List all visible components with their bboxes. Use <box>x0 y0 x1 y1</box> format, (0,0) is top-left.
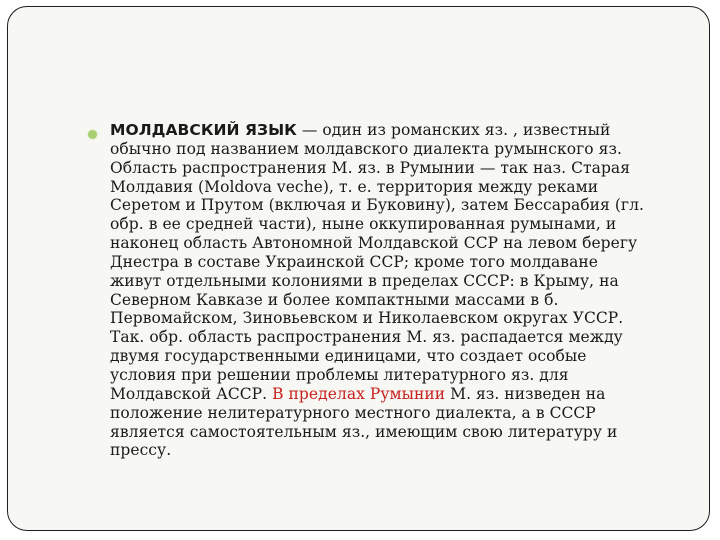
text-line <box>110 385 706 404</box>
text-line: живут отдельными колониями в пределах СССР: в Крыму, на <box>110 271 619 290</box>
text-line: обр. в ее средней части), ныне оккупированная румынами, и <box>110 215 617 234</box>
text-line: Так. обр. область распространения М. яз. распадается между <box>110 328 623 347</box>
highlighted-phrase: В пределах Румынии <box>272 384 446 403</box>
term-heading: МОЛДАВСКИЙ ЯЗЫК <box>110 121 297 139</box>
text-fragment: М. яз. низведен на <box>445 384 606 403</box>
text-line: обычно под названием молдавского диалекта румынского яз. <box>110 139 622 158</box>
text-line: является самостоятельным яз., имеющим свою литературу и <box>110 422 618 441</box>
body-text <box>110 121 706 460</box>
text-fragment: — один из романских яз. , известный <box>296 121 611 139</box>
slide-frame <box>7 6 710 531</box>
text-line: двумя государственными единицами, что создает особые <box>110 347 587 366</box>
text-line: условия при решении проблемы литературного яз. для <box>110 365 569 384</box>
bullet-icon <box>88 130 97 139</box>
text-line: прессу. <box>110 441 172 460</box>
text-line: Первомайском, Зиновьевском и Николаевском округах УССР. <box>110 309 624 328</box>
text-line: Северном Кавказе и более компактными массами в б. <box>110 290 559 309</box>
text-line: Молдавия (Moldova veche), т. е. территория между реками <box>110 177 599 196</box>
text-fragment: Молдавской АССР. <box>110 384 273 403</box>
text-line: наконец область Автономной Молдавской ССР на левом берегу <box>110 234 638 253</box>
text-line <box>110 121 706 140</box>
text-line: Днестра в составе Украинской ССР; кроме того молдаване <box>110 252 598 271</box>
text-line: положение нелитературного местного диалекта, а в СССР <box>110 403 596 422</box>
text-line: Область распространения М. яз. в Румынии — так наз. Старая <box>110 158 631 177</box>
text-line: Серетом и Прутом (включая и Буковину), затем Бессарабия (гл. <box>110 196 644 215</box>
